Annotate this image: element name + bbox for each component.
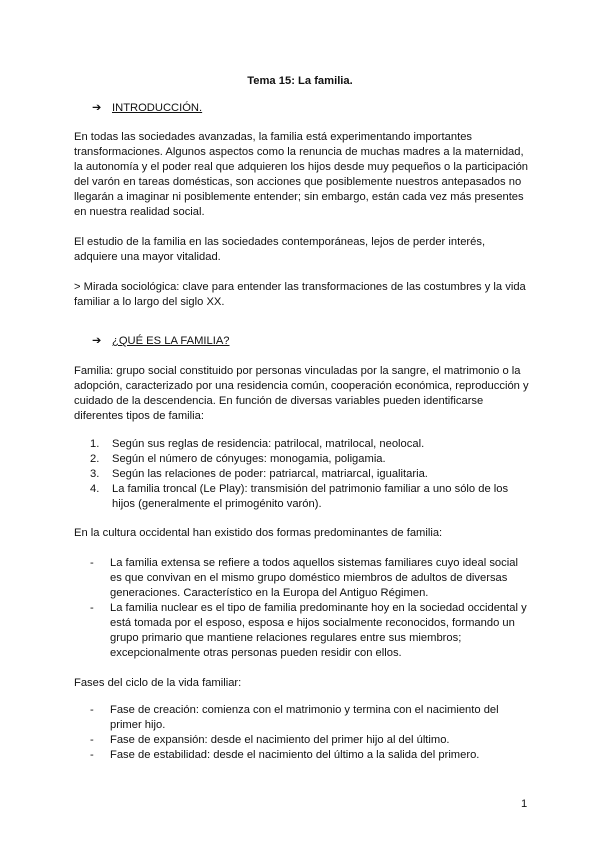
western-intro-paragraph: En la cultura occidental han existido dos formas predominantes de familia: (74, 527, 443, 539)
phases-list (74, 703, 530, 763)
list-item: 3. Según las relaciones de poder: patriarcal, matriarcal, igualitaria. (90, 468, 428, 480)
family-types-list (74, 437, 530, 512)
phases-intro-paragraph: Fases del ciclo de la vida familiar: (74, 677, 242, 689)
intro-paragraph-1: En todas las sociedades avanzadas, la familia está experimentando importantes transformaciones. Algunos aspectos como la renuncia de muchas madres a la maternidad, la autonomía y el poder real que adquieren los hijos desde muy pequeños o la participación del varón en tareas domésticas, son acciones que posiblemente nuestros antepasados no llegarán a imaginar ni posiblemente entender; sin embargo, están cada vez más presentes en nuestra realidad social. (74, 131, 529, 218)
arrow-icon: ➔ (92, 335, 102, 347)
section-heading-what-text: ¿QUÉ ES LA FAMILIA? (112, 335, 230, 347)
list-item: - La familia nuclear es el tipo de familia predominante hoy en la sociedad occidental y está tomada por el esposo, esposa e hijos socialmente reconocidos, formando un grupo primario que mantiene relaciones regulares entre sus miembros; excepcionalmente otras personas pueden residir con ellos. (90, 602, 527, 659)
arrow-icon: ➔ (92, 102, 102, 114)
page-number: 1 (521, 798, 528, 810)
list-item: 2. Según el número de cónyuges: monogamia, poligamia. (90, 453, 386, 465)
section-heading-what (92, 334, 230, 349)
intro-paragraph-3: > Mirada sociológica: clave para entender las transformaciones de las costumbres y la vida familiar a lo largo del siglo XX. (74, 281, 526, 308)
list-item: - Fase de creación: comienza con el matrimonio y termina con el nacimiento del primer hijo. (90, 704, 499, 731)
list-item: 1. Según sus reglas de residencia: patrilocal, matrilocal, neolocal. (90, 438, 425, 450)
definition-paragraph: Familia: grupo social constituido por personas vinculadas por la sangre, el matrimonio o la adopción, caracterizado por una residencia común, cooperación económica, reproducción y cuidado de la descendencia. En función de diversas variables pueden identificarse diferentes tipos de familia: (74, 365, 529, 422)
list-item: - Fase de estabilidad: desde el nacimiento del último a la salida del primero. (90, 749, 480, 761)
family-forms-list (74, 556, 530, 661)
document-title: Tema 15: La familia. (247, 75, 353, 87)
list-item: 4. La familia troncal (Le Play): transmisión del patrimonio familiar a uno sólo de los hijos (generalmente el primogénito varón). (90, 483, 509, 510)
list-item: - La familia extensa se refiere a todos aquellos sistemas familiares cuyo ideal social es que convivan en el mismo grupo doméstico miembros de adultos de diversas generaciones. Característico en la Europa del Antiguo Régimen. (90, 557, 518, 599)
list-item: - Fase de expansión: desde el nacimiento del primer hijo al del último. (90, 734, 450, 746)
intro-paragraph-2: El estudio de la familia en las sociedades contemporáneas, lejos de perder interés, adquiere una mayor vitalidad. (74, 236, 486, 263)
section-heading-intro-text: INTRODUCCIÓN. (112, 102, 203, 114)
section-heading-intro (92, 101, 202, 116)
